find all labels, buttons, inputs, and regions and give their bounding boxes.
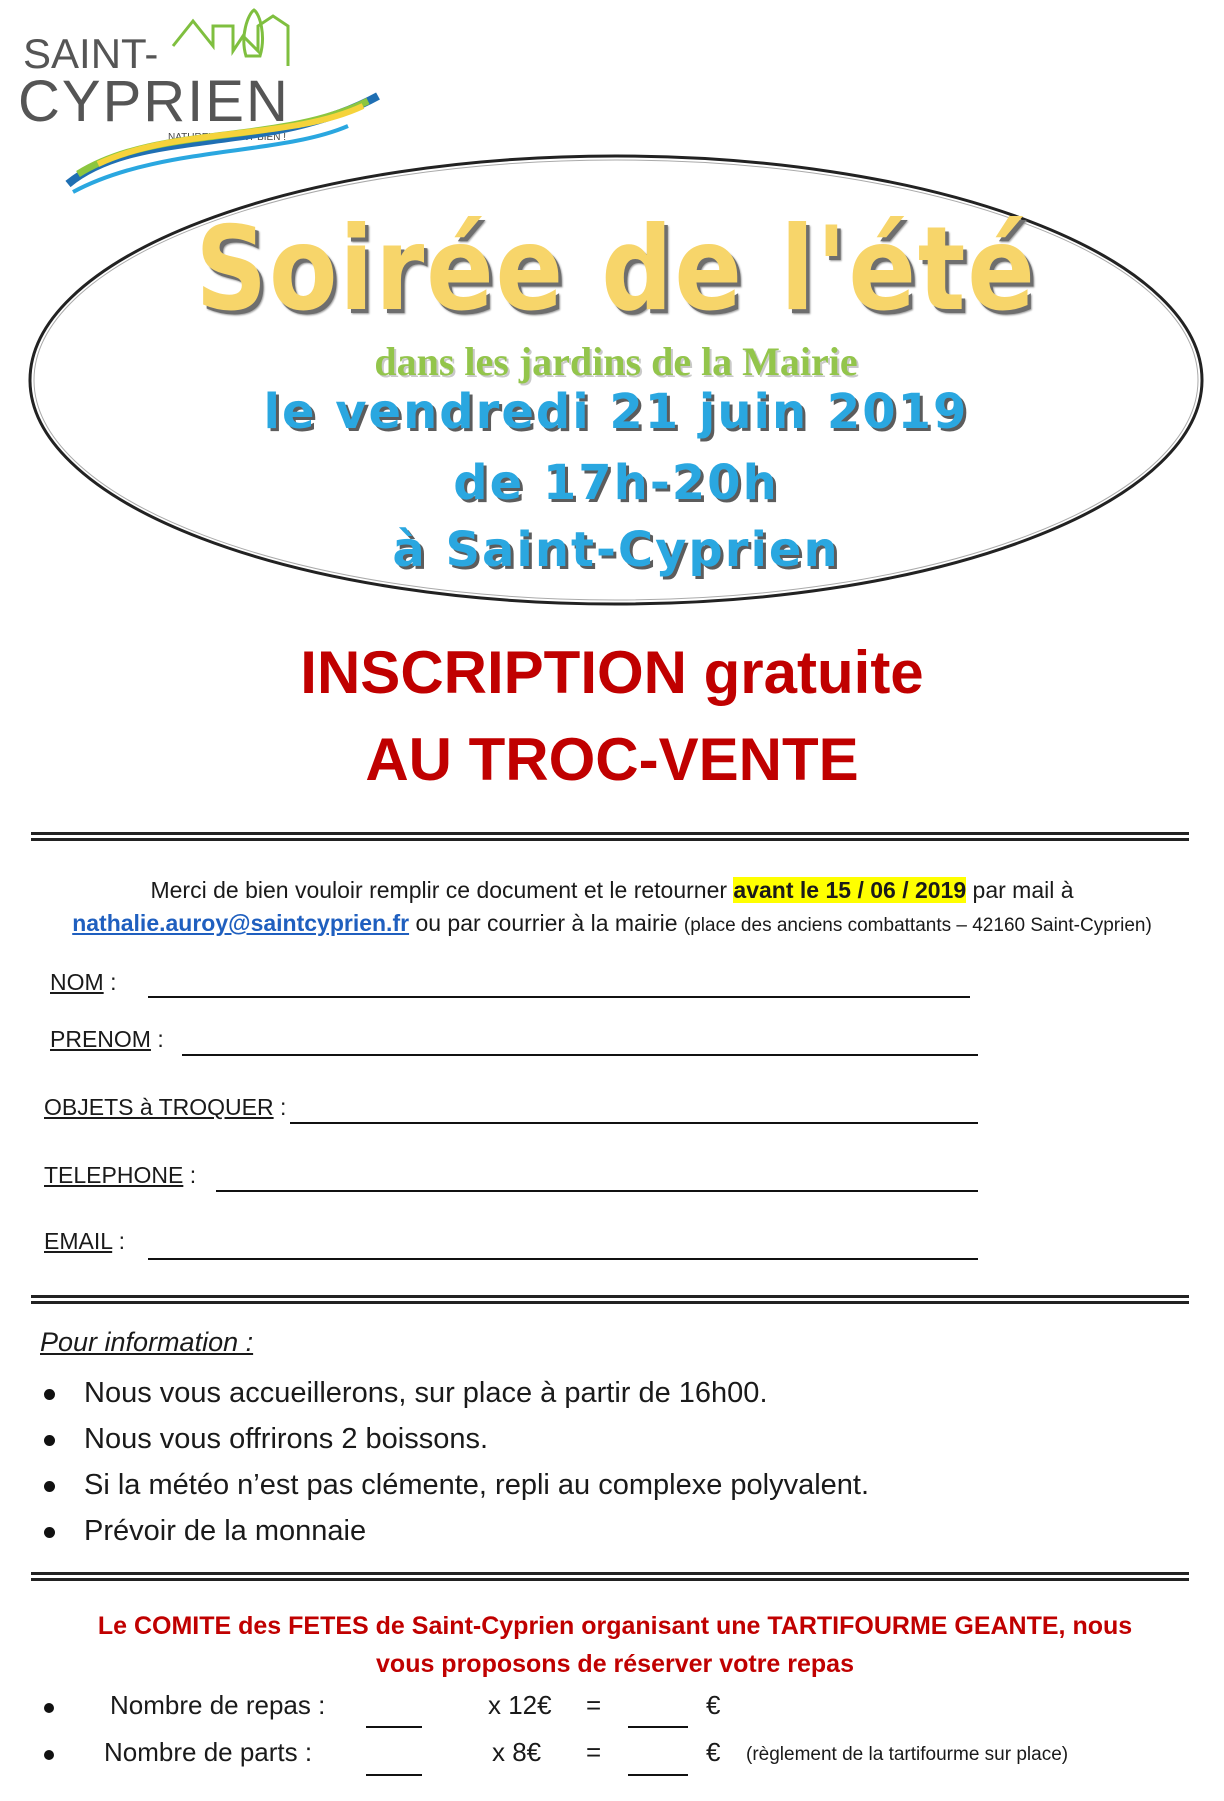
- svg-text:SAINT-: SAINT-: [23, 30, 159, 77]
- prenom-field[interactable]: [182, 1054, 978, 1056]
- parts-count-field[interactable]: [366, 1774, 422, 1776]
- parts-total-field[interactable]: [628, 1774, 688, 1776]
- bullet: [44, 1750, 54, 1760]
- bullet: [44, 1703, 54, 1713]
- telephone-label: TELEPHONE :: [44, 1162, 197, 1188]
- nom-field[interactable]: [148, 996, 970, 998]
- event-time: de 17h-20h: [453, 455, 779, 511]
- parts-price: x 8€: [492, 1737, 542, 1767]
- prenom-label: PRENOM :: [50, 1026, 164, 1052]
- payment-note: (règlement de la tartifourme sur place): [746, 1744, 1069, 1765]
- list-item: Si la météo n’est pas clémente, repli au complexe polyvalent.: [40, 1462, 869, 1508]
- repas-count-field[interactable]: [366, 1726, 422, 1728]
- svg-text:CYPRIEN: CYPRIEN: [18, 69, 290, 134]
- divider: [31, 1572, 1189, 1581]
- inscription-heading: INSCRIPTION gratuite: [300, 639, 924, 706]
- equals-sign: =: [586, 1690, 602, 1720]
- intro-line-1: Merci de bien vouloir remplir ce document et le retourner avant le 15 / 06 / 2019 par mail à: [150, 877, 1074, 903]
- intro-line-2: nathalie.auroy@saintcyprien.fr ou par courrier à la mairie (place des anciens combattants – 42160 Saint-Cyprien): [72, 910, 1152, 936]
- parts-label: Nombre de parts :: [104, 1737, 313, 1767]
- info-list: [40, 1370, 869, 1554]
- divider: [31, 1295, 1189, 1304]
- event-date: le vendredi 21 juin 2019: [263, 384, 969, 440]
- list-item: Nous vous offrirons 2 boissons.: [40, 1416, 869, 1462]
- comite-notice: Le COMITE des FETES de Saint-Cyprien organisant une TARTIFOURME GEANTE, nous vous proposons de réserver votre repas: [97, 1612, 1133, 1678]
- mairie-address: (place des anciens combattants – 42160 Saint-Cyprien): [683, 915, 1152, 936]
- repas-total-field[interactable]: [628, 1726, 688, 1728]
- event-place: à Saint-Cyprien: [392, 522, 840, 578]
- event-title: Soirée de l'été: [195, 202, 1037, 337]
- contact-email-link[interactable]: nathalie.auroy@saintcyprien.fr: [72, 910, 410, 936]
- email-field[interactable]: [148, 1258, 978, 1260]
- list-item: Nous vous accueillerons, sur place à partir de 16h00.: [40, 1370, 869, 1416]
- deadline-highlight: avant le 15 / 06 / 2019: [733, 877, 967, 903]
- email-label: EMAIL :: [44, 1228, 125, 1254]
- troc-vente-heading: AU TROC-VENTE: [365, 726, 859, 793]
- info-title: Pour information :: [40, 1327, 254, 1357]
- euro-sign: €: [706, 1737, 721, 1767]
- objets-label: OBJETS à TROQUER :: [44, 1094, 287, 1120]
- event-header: [24, 150, 1208, 610]
- objets-field[interactable]: [290, 1122, 978, 1124]
- list-item: Prévoir de la monnaie: [40, 1508, 869, 1554]
- equals-sign: =: [586, 1737, 602, 1767]
- event-subtitle: dans les jardins de la Mairie: [374, 339, 858, 384]
- svg-text:NATURELLEMENT BIEN !: NATURELLEMENT BIEN !: [168, 132, 286, 143]
- telephone-field[interactable]: [216, 1190, 978, 1192]
- divider: [31, 832, 1189, 841]
- repas-label: Nombre de repas :: [110, 1690, 326, 1720]
- euro-sign: €: [706, 1690, 721, 1720]
- nom-label: NOM :: [50, 969, 117, 995]
- repas-price: x 12€: [488, 1690, 552, 1720]
